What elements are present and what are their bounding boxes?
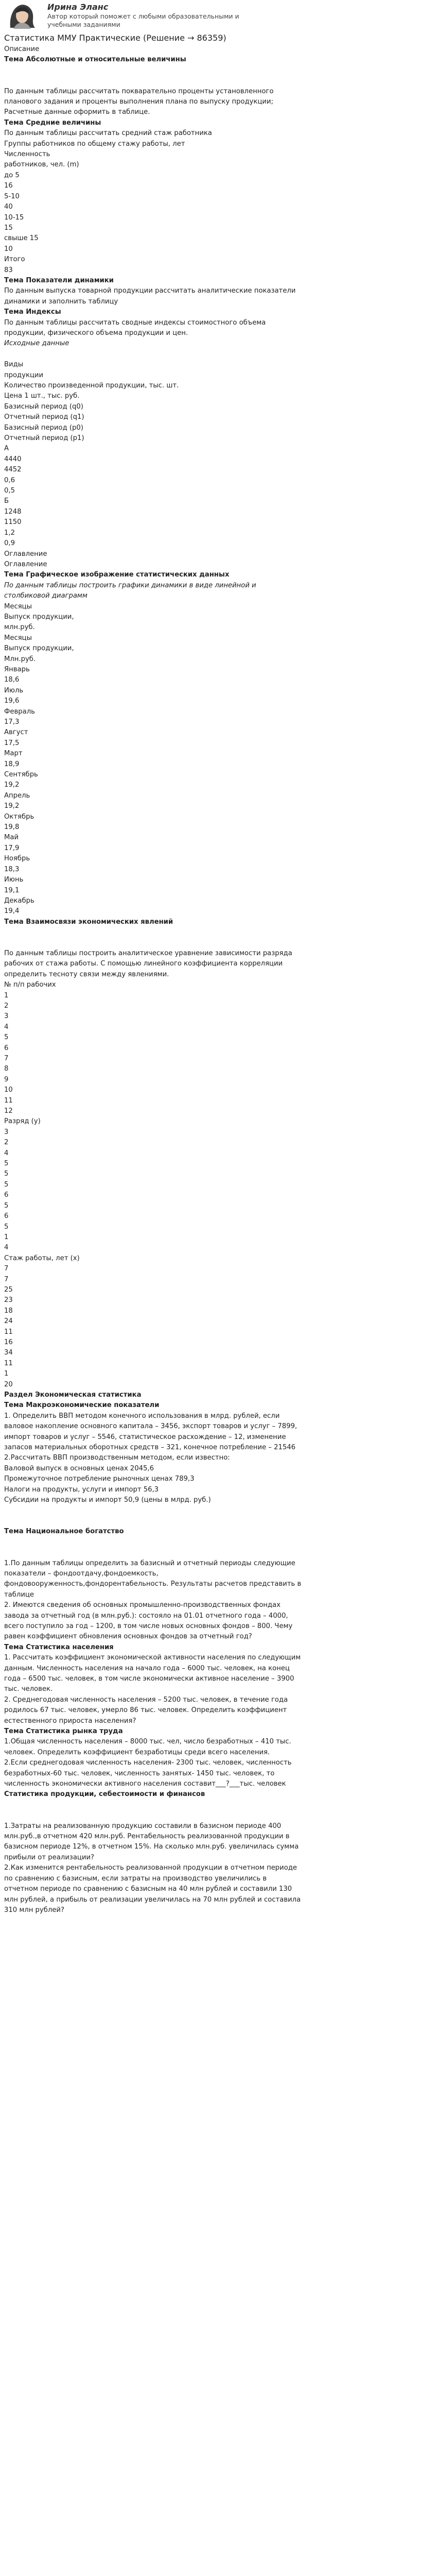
text-line: Стаж работы, лет (x) <box>4 1254 80 1262</box>
text-line: Выпуск продукции, <box>4 613 74 621</box>
text-line: 23 <box>4 1296 13 1304</box>
text-line: таблице <box>4 1590 34 1599</box>
text-line: 310 млн рублей? <box>4 1906 64 1914</box>
text-line: 1 <box>4 991 9 999</box>
text-line: Разряд (у) <box>4 1117 41 1126</box>
text-line: завода за отчетный год (в млн.руб.): состояло на 01.01 отчетного года – 4000, <box>4 1612 288 1620</box>
text-line: 2.Рассчитать ВВП производственным методом, если известно: <box>4 1454 230 1462</box>
text-line: 19,6 <box>4 697 20 705</box>
text-line: 40 <box>4 203 13 211</box>
text-line: № п/п рабочих <box>4 981 56 989</box>
text-line: 1. Рассчитать коэффициент экономической активности населения по следующим <box>4 1654 301 1662</box>
section-heading: Тема Абсолютные и относительные величины <box>4 56 186 64</box>
text-line: Декабрь <box>4 896 34 905</box>
section-heading: Тема Средние величины <box>4 118 101 127</box>
section-heading: Статистика продукции, себестоимости и финансов <box>4 1790 205 1799</box>
section-heading: Тема Статистика населения <box>4 1643 114 1651</box>
text-line: 2.Если среднегодовая численность населения- 2300 тыс. человек, численность <box>4 1759 292 1767</box>
text-line: 0,6 <box>4 476 15 484</box>
text-line: 8 <box>4 1065 9 1073</box>
text-line: Май <box>4 834 19 842</box>
text-line: Ноябрь <box>4 855 30 863</box>
text-line: продукции, физического объема продукции и цен. <box>4 329 188 337</box>
text-line: 18,3 <box>4 865 20 873</box>
text-line: динамики и заполнить таблицу <box>4 297 118 306</box>
section-heading: Тема Взаимосвязи экономических явлений <box>4 918 173 926</box>
section-heading: Раздел Экономическая статистика <box>4 1391 142 1399</box>
text-line: 34 <box>4 1349 13 1357</box>
text-line: 18 <box>4 1307 13 1315</box>
text-line <box>4 1548 432 1558</box>
text-line: 11 <box>4 1359 13 1367</box>
text-line: 5 <box>4 1201 9 1210</box>
text-line: Оглавление <box>4 550 47 558</box>
text-line: Сентябрь <box>4 771 38 779</box>
text-line: Субсидии на продукты и импорт 50,9 (цены в млрд. руб.) <box>4 1496 211 1504</box>
text-line: Расчетные данные оформить в таблице. <box>4 108 150 116</box>
text-line: 4 <box>4 1244 9 1252</box>
text-line <box>4 1505 432 1516</box>
text-line: 2. Имеются сведения об основных промышленно-производственных фондах <box>4 1601 281 1609</box>
text-line: Виды <box>4 361 24 369</box>
text-line: естественного прироста населения? <box>4 1717 136 1725</box>
text-line: 19,2 <box>4 781 20 789</box>
text-line: 2. Среднегодовая численность населения – 5200 тыс. человек, в течение года <box>4 1696 288 1704</box>
author-description: Автор который поможет с любыми образовательными и учебными заданиями <box>47 12 239 28</box>
text-line: Август <box>4 728 28 737</box>
text-line <box>4 1810 432 1821</box>
text-line: 1248 <box>4 507 22 516</box>
text-line: Месяцы <box>4 602 32 611</box>
text-line: 24 <box>4 1317 13 1326</box>
text-line: 6 <box>4 1191 9 1199</box>
text-line: Отчетный период (p1) <box>4 434 84 443</box>
text-line: 11 <box>4 1328 13 1336</box>
text-line: По данным таблицы рассчитать сводные индексы стоимостного объема <box>4 318 266 327</box>
text-line: 19,4 <box>4 907 20 916</box>
text-line: По данным таблицы построить графики динамики в виде линейной и <box>4 581 256 589</box>
text-line: 10 <box>4 1086 13 1094</box>
text-line: 4440 <box>4 455 22 463</box>
text-line: А <box>4 445 9 453</box>
text-line <box>4 349 432 360</box>
text-line: Месяцы <box>4 634 32 642</box>
text-line: года – 6500 тыс. человек, в том числе экономически активное население – 3900 <box>4 1674 294 1683</box>
text-line: Промежуточное потребление рыночных ценах 789,3 <box>4 1475 195 1483</box>
text-line: определить тесноту связи между явлениями. <box>4 970 169 978</box>
text-line: 2 <box>4 1139 9 1147</box>
text-line: 19,1 <box>4 886 20 894</box>
text-line: 17,9 <box>4 844 20 852</box>
text-line: фондовооруженность,фондорентабельность. Результаты расчетов представить в <box>4 1580 302 1588</box>
text-line: Базисный период (p0) <box>4 423 83 432</box>
text-line: Б <box>4 497 9 505</box>
text-line: Цена 1 шт., тыс. руб. <box>4 392 80 400</box>
text-line: 2 <box>4 1002 9 1010</box>
text-line: базисном периоде 12%, в отчетном 15%. На сколько млн.руб. увеличилась сумма <box>4 1843 299 1851</box>
text-line: 1,2 <box>4 529 15 537</box>
text-line: 19,2 <box>4 802 20 810</box>
text-line: безработных-60 тыс. человек, численность занятых- 1450 тыс. человек, то <box>4 1769 275 1777</box>
text-line: 5 <box>4 1223 9 1231</box>
text-line: Апрель <box>4 791 30 800</box>
text-line: Группы работников по общему стажу работы, лет <box>4 140 185 148</box>
text-line: 0,9 <box>4 539 15 548</box>
text-line: 7 <box>4 1265 9 1273</box>
text-line: млн.руб. <box>4 623 35 632</box>
text-line: по сравнению с базисным, если затраты на производство увеличились в <box>4 1874 267 1883</box>
text-line: млн рублей, а прибыль от реализации увеличилась на 70 млн рублей и составила <box>4 1895 301 1904</box>
text-line: Описание <box>4 45 40 53</box>
text-line: 15 <box>4 224 13 232</box>
section-heading: Тема Показатели динамики <box>4 276 114 284</box>
text-line: 11 <box>4 1096 13 1105</box>
text-line: 12 <box>4 1107 13 1115</box>
text-line: По данным таблицы рассчитать средний стаж работника <box>4 129 212 138</box>
text-line: тыс. человек. <box>4 1685 53 1693</box>
section-heading: Тема Графическое изображение статистических данных <box>4 571 230 579</box>
text-line: 10-15 <box>4 213 24 222</box>
section-heading: Тема Индексы <box>4 308 61 316</box>
text-line: Февраль <box>4 707 35 716</box>
text-line: Количество произведенной продукции, тыс. шт. <box>4 382 179 389</box>
text-line: Июль <box>4 686 24 694</box>
text-line: Налоги на продукты, услуги и импорт 56,3 <box>4 1485 159 1494</box>
text-line: Исходные данные <box>4 340 69 348</box>
text-line <box>4 938 432 948</box>
text-line: 6 <box>4 1044 9 1052</box>
text-line: 3 <box>4 1128 9 1136</box>
author-header <box>4 0 432 31</box>
text-line: 83 <box>4 266 13 274</box>
text-line: Итого <box>4 256 25 264</box>
text-line: 9 <box>4 1075 9 1083</box>
text-line: до 5 <box>4 171 20 179</box>
page-title: Статистика ММУ Практические (Решение → 86359) <box>4 33 226 43</box>
text-line: 4 <box>4 1023 9 1031</box>
text-line: столбиковой диаграмм <box>4 592 88 600</box>
text-line: Отчетный период (q1) <box>4 413 84 421</box>
text-line: показатели – фондоотдачу,фондоемкость, <box>4 1569 159 1578</box>
text-line: продукции <box>4 371 44 379</box>
text-line: 1.Общая численность населения – 8000 тыс. чел, число безработных – 410 тыс. <box>4 1738 291 1746</box>
text-line <box>4 1537 432 1548</box>
section-heading: Тема Макроэкономические показатели <box>4 1401 160 1410</box>
text-line: 4 <box>4 1149 9 1157</box>
text-line: планового задания и проценты выполнения плана по выпуску продукции; <box>4 98 273 106</box>
text-line: Июнь <box>4 876 24 884</box>
text-line: 19,8 <box>4 823 20 832</box>
text-line <box>4 1800 432 1810</box>
text-line: отчетном периоде по сравнению с базисным на 40 млн рублей и составили 130 <box>4 1885 292 1893</box>
text-line: свыше 15 <box>4 234 39 243</box>
text-line: Январь <box>4 665 30 673</box>
text-line: 6 <box>4 1212 9 1221</box>
text-line: родилось 67 тыс. человек, умерло 86 тыс. человек. Определить коэффициент <box>4 1706 287 1715</box>
text-line: 4452 <box>4 466 22 474</box>
text-line: валовое накопление основного капитала – 3456, экспорт товаров и услуг – 7899, <box>4 1422 298 1431</box>
text-line: 20 <box>4 1380 13 1388</box>
text-line: рабочих от стажа работы. С помощью линейного коэффициента корреляции <box>4 960 283 968</box>
text-line: Валовой выпуск в основных ценах 2045,6 <box>4 1464 154 1472</box>
section-heading: Тема Национальное богатство <box>4 1528 124 1536</box>
description-content <box>4 44 432 1916</box>
text-line: 10 <box>4 245 13 253</box>
author-name[interactable]: Ирина Эланс <box>47 2 109 12</box>
text-line: импорт товаров и услуг – 5546, статистическое расхождение – 12, изменение <box>4 1433 286 1441</box>
text-line <box>4 927 432 938</box>
text-line: всего поступило за год – 1200, в том числе новых основных фондов – 800. Чему <box>4 1622 293 1630</box>
text-line: 17,3 <box>4 718 20 726</box>
text-line: 1. Определить ВВП методом конечного использования в млрд. рублей, если <box>4 1412 280 1420</box>
text-line: 1.По данным таблицы определить за базисный и отчетный периоды следующие <box>4 1559 295 1567</box>
text-line: 5 <box>4 1170 9 1178</box>
text-line: 7 <box>4 1055 9 1062</box>
text-line <box>4 1516 432 1527</box>
text-line <box>4 76 432 86</box>
text-line: 1 <box>4 1370 9 1378</box>
text-line: данным. Численность населения на начало года – 6000 тыс. человек, на конец <box>4 1664 290 1672</box>
text-line: Млн.руб. <box>4 655 36 663</box>
text-line: 25 <box>4 1285 13 1294</box>
text-line: 2.Как изменится рентабельность реализованной продукции в отчетном периоде <box>4 1864 297 1872</box>
text-line: работников, чел. (m) <box>4 161 79 169</box>
text-line: По данным выпуска товарной продукции рассчитать аналитические показатели <box>4 287 296 295</box>
text-line: 17,5 <box>4 739 20 747</box>
text-line: 1 <box>4 1233 9 1241</box>
text-line: 7 <box>4 1275 9 1283</box>
text-line: 18,9 <box>4 760 20 768</box>
text-line: 0,5 <box>4 487 15 495</box>
text-line: 5 <box>4 1160 9 1168</box>
text-line: 18,6 <box>4 676 20 684</box>
text-line: 1150 <box>4 518 22 527</box>
text-line: Базисный период (q0) <box>4 402 83 411</box>
text-line: прибыли от реализации? <box>4 1853 95 1861</box>
text-line: 5-10 <box>4 192 20 200</box>
text-line <box>4 65 432 76</box>
text-line: По данным таблицы рассчитать покварательно проценты установленного <box>4 87 274 95</box>
text-line: 3 <box>4 1012 9 1021</box>
text-line: численность экономически активного населения составит___?___тыс. человек <box>4 1780 286 1788</box>
text-line: запасов материальных оборотных средств – 321, конечное потребление – 21546 <box>4 1444 295 1452</box>
text-line: 16 <box>4 182 13 190</box>
text-line: По данным таблицы построить аналитическое уравнение зависимости разряда <box>4 949 292 957</box>
text-line: 5 <box>4 1033 9 1042</box>
section-heading: Тема Статистика рынка труда <box>4 1727 123 1735</box>
author-avatar <box>6 1 37 29</box>
text-line: Выпуск продукции, <box>4 645 74 653</box>
text-line: равен коэффициент обновления основных фондов за отчетный год? <box>4 1633 252 1641</box>
text-line: Численность <box>4 150 50 159</box>
text-line: Оглавление <box>4 560 47 568</box>
text-line: млн.руб.,в отчетном 420 млн.руб. Рентабельность реализованной продукции в <box>4 1833 290 1841</box>
text-line: Октябрь <box>4 812 34 821</box>
text-line: 5 <box>4 1180 9 1189</box>
text-line: 16 <box>4 1338 13 1346</box>
text-line: 1.Затраты на реализованную продукцию составили в базисном периоде 400 <box>4 1822 282 1830</box>
text-line: человек. Определить коэффициент безработицы среди всего населения. <box>4 1748 270 1756</box>
text-line: Март <box>4 750 23 758</box>
